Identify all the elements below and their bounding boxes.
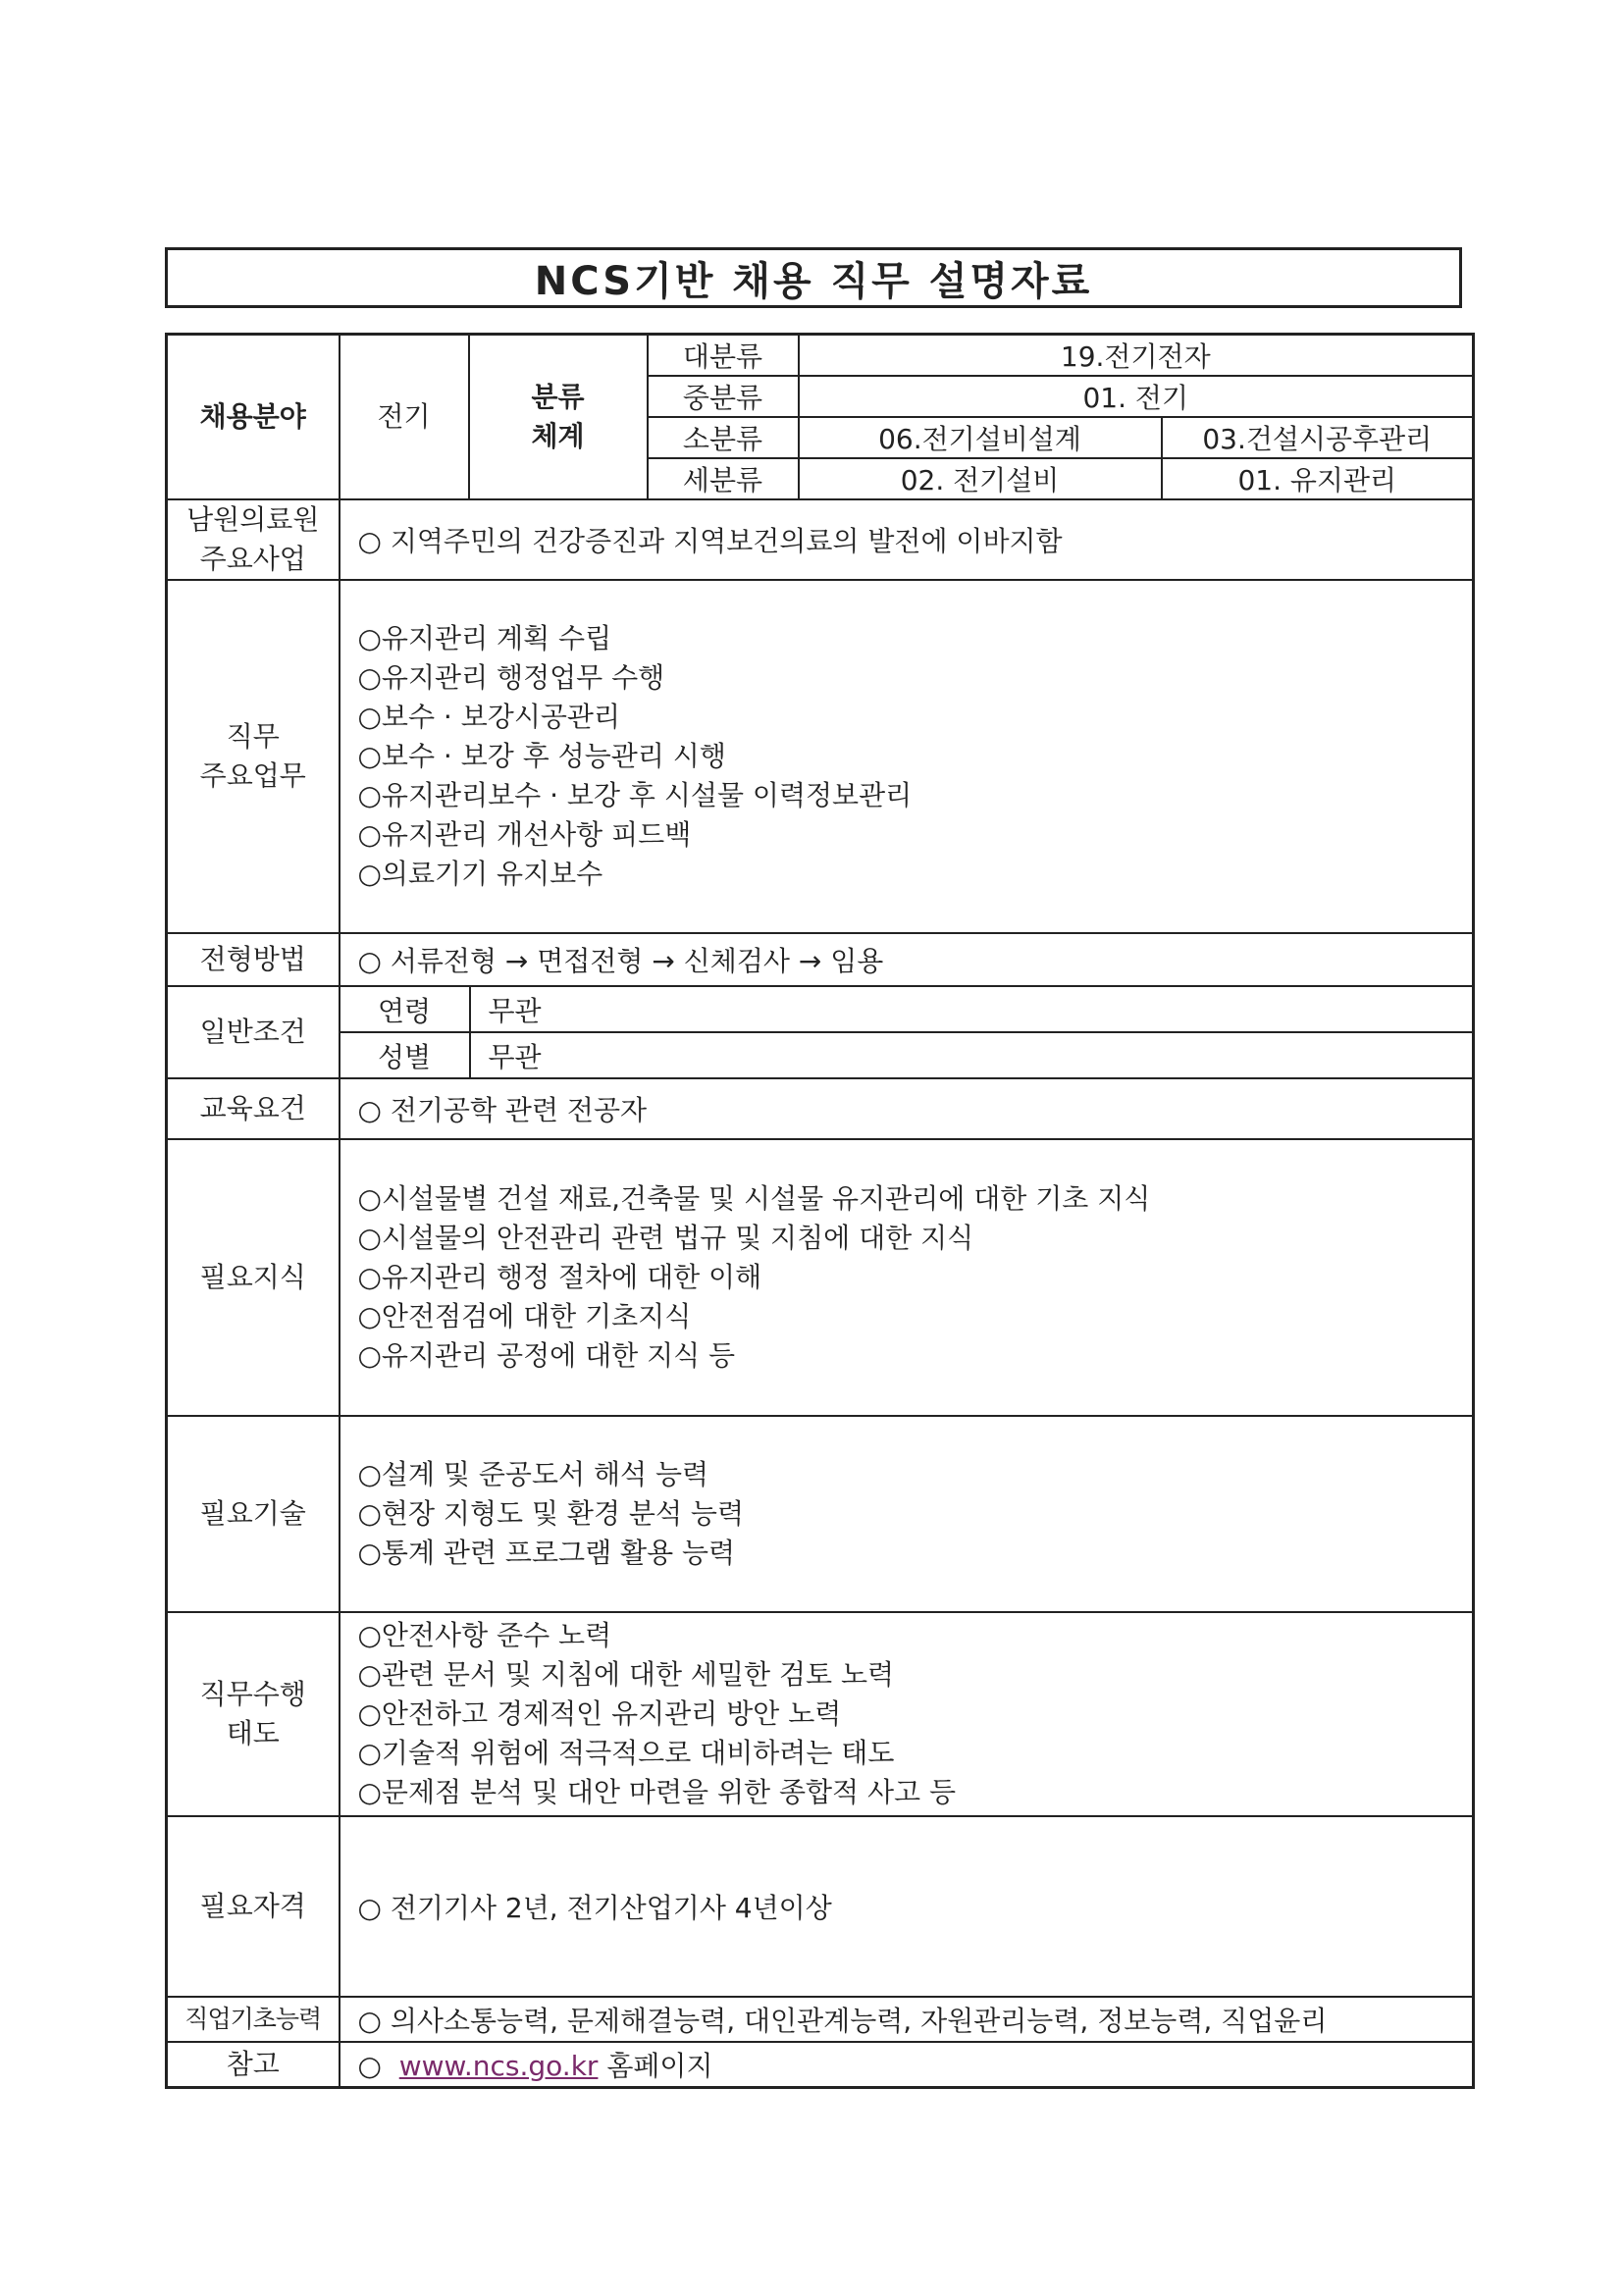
reference-suffix: 홈페이지 [598, 2049, 713, 2082]
classification-label [469, 335, 648, 500]
reference-prefix: ○ [357, 2049, 399, 2082]
attitude-label-1: 직무수행 [199, 1678, 306, 1710]
list-item: ○보수 · 보강 후 성능관리 시행 [357, 740, 726, 772]
list-item: ○유지관리 개선사항 피드백 [357, 818, 692, 851]
major-class-label: 대분류 [648, 335, 799, 377]
business-text: ○ 지역주민의 건강증진과 지역보건의료의 발전에 이바지함 [340, 499, 1474, 580]
classification-label-1: 분류 [531, 381, 585, 413]
duties-list [340, 580, 1474, 933]
job-description-table [165, 333, 1475, 2089]
selection-text: ○ 서류전형 → 면접전형 → 신체검사 → 임용 [340, 933, 1474, 986]
knowledge-label: 필요지식 [167, 1139, 340, 1416]
minor-class-value-a: 06.전기설비설계 [799, 417, 1162, 458]
middle-class-value: 01. 전기 [799, 376, 1474, 417]
minor-class-value-b: 03.건설시공후관리 [1162, 417, 1474, 458]
general-label: 일반조건 [167, 986, 340, 1078]
duties-label-2: 주요업무 [199, 759, 306, 792]
field-value: 전기 [340, 335, 469, 500]
major-class-value: 19.전기전자 [799, 335, 1474, 377]
general-conditions [340, 986, 1474, 1078]
minor-class-label: 소분류 [648, 417, 799, 458]
list-item: ○시설물의 안전관리 관련 법규 및 지침에 대한 지식 [357, 1222, 974, 1254]
sub-class-value-a: 02. 전기설비 [799, 458, 1162, 499]
business-label [167, 499, 340, 580]
basic-ability-label: 직업기초능력 [167, 1997, 340, 2042]
sub-class-value-b: 01. 유지관리 [1162, 458, 1474, 499]
attitude-label-2: 태도 [226, 1717, 280, 1749]
general-conditions-table [340, 987, 1473, 1077]
list-item: ○유지관리보수 · 보강 후 시설물 이력정보관리 [357, 779, 913, 811]
business-label-2: 주요사업 [199, 543, 306, 575]
basic-ability-text: ○ 의사소통능력, 문제해결능력, 대인관계능력, 자원관리능력, 정보능력, 직업윤리 [340, 1997, 1474, 2042]
age-value: 무관 [470, 987, 1473, 1032]
selection-label: 전형방법 [167, 933, 340, 986]
skills-label: 필요기술 [167, 1416, 340, 1612]
duties-label [167, 580, 340, 933]
list-item: ○의료기기 유지보수 [357, 858, 603, 890]
list-item: ○안전점검에 대한 기초지식 [357, 1300, 692, 1332]
list-item: ○안전하고 경제적인 유지관리 방안 노력 [357, 1697, 842, 1730]
middle-class-label: 중분류 [648, 376, 799, 417]
list-item: ○관련 문서 및 지침에 대한 세밀한 검토 노력 [357, 1658, 895, 1691]
list-item: ○현장 지형도 및 환경 분석 능력 [357, 1497, 745, 1530]
list-item: ○통계 관련 프로그램 활용 능력 [357, 1537, 736, 1569]
attitude-label [167, 1612, 340, 1816]
reference-text [340, 2042, 1474, 2087]
duties-label-1: 직무 [226, 720, 280, 753]
ncs-website-link[interactable]: www.ncs.go.kr [398, 2049, 599, 2082]
document-title: NCS기반 채용 직무 설명자료 [534, 258, 1093, 304]
knowledge-list [340, 1139, 1474, 1416]
list-item: ○문제점 분석 및 대안 마련을 위한 종합적 사고 등 [357, 1776, 957, 1808]
classification-label-2: 체계 [531, 420, 585, 452]
list-item: ○유지관리 공정에 대한 지식 등 [357, 1339, 736, 1372]
list-item: ○기술적 위험에 적극적으로 대비하려는 태도 [357, 1737, 895, 1769]
business-label-1: 남원의료원 [186, 503, 320, 536]
education-text: ○ 전기공학 관련 전공자 [340, 1078, 1474, 1139]
gender-label: 성별 [340, 1032, 470, 1077]
skills-list [340, 1416, 1474, 1612]
gender-value: 무관 [470, 1032, 1473, 1077]
list-item: ○시설물별 건설 재료,건축물 및 시설물 유지관리에 대한 기초 지식 [357, 1182, 1151, 1215]
list-item: ○유지관리 행정업무 수행 [357, 661, 665, 694]
qualification-text: ○ 전기기사 2년, 전기산업기사 4년이상 [340, 1816, 1474, 1997]
education-label: 교육요건 [167, 1078, 340, 1139]
list-item: ○보수 · 보강시공관리 [357, 701, 621, 733]
age-label: 연령 [377, 994, 432, 1027]
reference-label: 참고 [167, 2042, 340, 2087]
document-title-box [165, 247, 1462, 308]
list-item: ○안전사항 준수 노력 [357, 1619, 612, 1651]
qualification-label: 필요자격 [167, 1816, 340, 1997]
sub-class-label: 세분류 [648, 458, 799, 499]
field-label: 채용분야 [167, 335, 340, 500]
list-item: ○설계 및 준공도서 해석 능력 [357, 1458, 709, 1490]
attitude-list [340, 1612, 1474, 1816]
list-item: ○유지관리 계획 수립 [357, 622, 612, 654]
list-item: ○유지관리 행정 절차에 대한 이해 [357, 1261, 762, 1293]
